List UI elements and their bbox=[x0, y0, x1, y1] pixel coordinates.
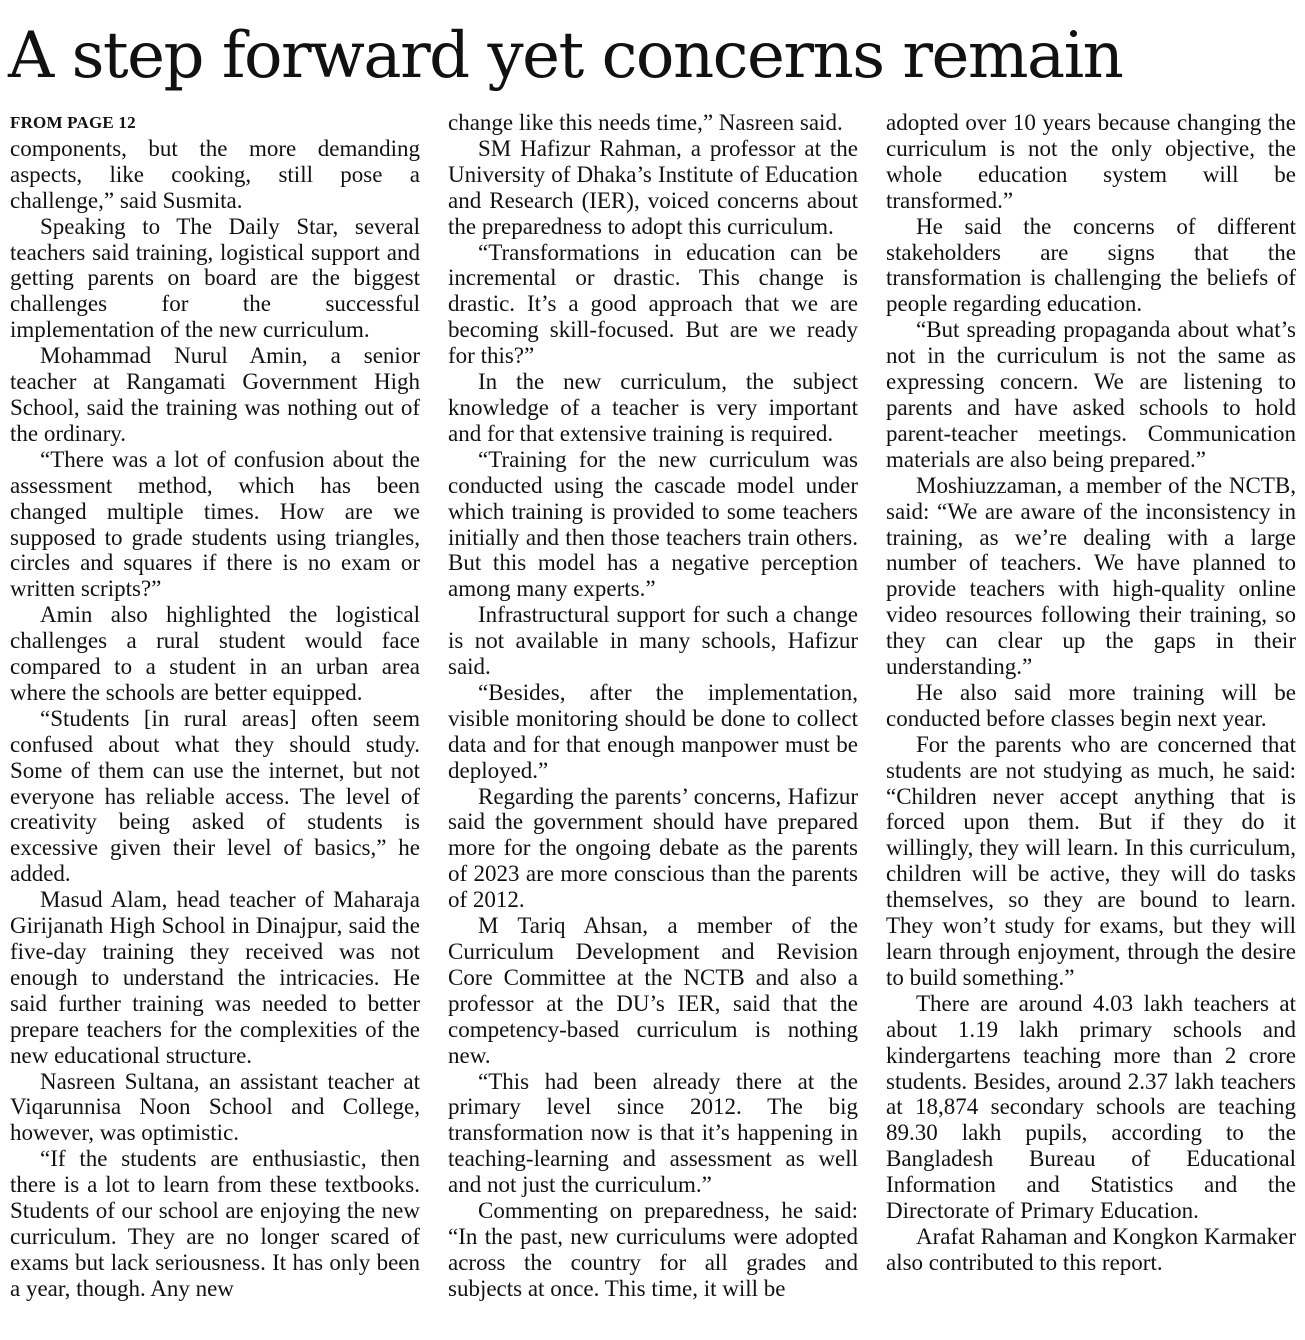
dateline: FROM PAGE 12 bbox=[10, 113, 136, 132]
paragraph: M Tariq Ahsan, a member of the Curriculum Development and Revision Core Committee at the NCTB and also a professor at the DU’s IER, said that the competency-based curriculum is nothing new. bbox=[448, 913, 858, 1068]
paragraph: components, but the more demanding aspects, like cooking, still pose a challenge,” said Susmita. bbox=[10, 135, 420, 213]
paragraph: change like this needs time,” Nasreen said. bbox=[448, 110, 843, 135]
paragraph: “Training for the new curriculum was conducted using the cascade model under which training is provided to some teachers initially and then those teachers train others. But this model has a negative perception among many experts.” bbox=[448, 446, 858, 602]
paragraph: In the new curriculum, the subject knowledge of a teacher is very important and for that extensive training is required. bbox=[448, 369, 858, 446]
article-column-3 bbox=[886, 110, 1296, 1338]
paragraph: Regarding the parents’ concerns, Hafizur said the government should have prepared more for the ongoing debate as the parents of 2023 are more conscious than the parents of 2012. bbox=[448, 783, 858, 913]
paragraph: Amin also highlighted the logistical challenges a rural student would face compared to a student in an urban area where the schools are better equipped. bbox=[10, 602, 420, 705]
paragraph: Moshiuzzaman, a member of the NCTB, said: “We are aware of the inconsistency in training, as we’re dealing with a large number of teachers. We have planned to provide teachers with high-quality online video resources following their training, so they can clear up the gaps in their understanding.” bbox=[886, 472, 1296, 680]
paragraph: “There was a lot of confusion about the assessment method, which has been changed multiple times. How are we supposed to grade students using triangles, circles and squares if there is no exam or written scripts?” bbox=[10, 446, 420, 602]
headline: A step forward yet concerns remain bbox=[8, 19, 1123, 93]
paragraph: Arafat Rahaman and Kongkon Karmaker also contributed to this report. bbox=[886, 1223, 1296, 1275]
paragraph: There are around 4.03 lakh teachers at about 1.19 lakh primary schools and kindergartens teaching more than 2 crore students. Besides, around 2.37 lakh teachers at 18,874 secondary schools are teaching 89.30 lakh pupils, according to the Bangladesh Bureau of Educational Information and Statistics and the Directorate of Primary Education. bbox=[886, 990, 1296, 1224]
paragraph: SM Hafizur Rahman, a professor at the University of Dhaka’s Institute of Education and Research (IER), voiced concerns about the preparedness to adopt this curriculum. bbox=[448, 135, 858, 239]
paragraph: Mohammad Nurul Amin, a senior teacher at Rangamati Government High School, said the training was nothing out of the ordinary. bbox=[10, 343, 420, 446]
paragraph: Masud Alam, head teacher of Maharaja Girijanath High School in Dinajpur, said the five-day training they received was not enough to understand the intricacies. He said further training was needed to better prepare teachers for the complexities of the new educational structure. bbox=[10, 887, 420, 1068]
paragraph: “If the students are enthusiastic, then there is a lot to learn from these textbooks. Students of our school are enjoying the new curriculum. They are no longer scared of exams but lack seriousness. It has only been a year, though. Any new bbox=[10, 1146, 420, 1301]
paragraph: Commenting on preparedness, he said: “In the past, new curriculums were adopted across the country for all grades and subjects at once. This time, it will be bbox=[448, 1198, 858, 1301]
paragraph: Speaking to The Daily Star, several teachers said training, logistical support and getting parents on board are the biggest challenges for the successful implementation of the new curriculum. bbox=[10, 213, 420, 343]
paragraph: He said the concerns of different stakeholders are signs that the transformation is challenging the beliefs of people regarding education. bbox=[886, 213, 1296, 317]
paragraph: “But spreading propaganda about what’s not in the curriculum is not the same as expressing concern. We are listening to parents and have asked schools to hold parent-teacher meetings. Communication materials are also being prepared.” bbox=[886, 317, 1296, 472]
paragraph: For the parents who are concerned that students are not studying as much, he said: “Children never accept anything that is forced upon them. But if they do it willingly, they will learn. In this curriculum, children will be active, they will do tasks themselves, so they are bound to learn. They won’t study for exams, but they will learn through enjoyment, through the desire to build something.” bbox=[886, 731, 1296, 990]
article-column-1 bbox=[10, 110, 420, 1338]
paragraph: Infrastructural support for such a change is not available in many schools, Hafizur said. bbox=[448, 602, 858, 680]
paragraph: adopted over 10 years because changing the curriculum is not the only objective, the whole education system will be transformed.” bbox=[886, 110, 1296, 213]
article-column-2 bbox=[448, 110, 858, 1338]
paragraph: “Transformations in education can be incremental or drastic. This change is drastic. It’s a good approach that we are becoming skill-focused. But are we ready for this?” bbox=[448, 239, 858, 369]
paragraph: Nasreen Sultana, an assistant teacher at Viqarunnisa Noon School and College, however, was optimistic. bbox=[10, 1068, 420, 1146]
paragraph: “Students [in rural areas] often seem confused about what they should study. Some of them can use the internet, but not everyone has reliable access. The level of creativity being asked of students is excessive given their level of basics,” he added. bbox=[10, 705, 420, 887]
paragraph: “Besides, after the implementation, visible monitoring should be done to collect data and for that enough manpower must be deployed.” bbox=[448, 679, 858, 783]
paragraph: He also said more training will be conducted before classes begin next year. bbox=[886, 679, 1296, 731]
paragraph: “This had been already there at the primary level since 2012. The big transformation now is that it’s happening in teaching-learning and assessment as well and not just the curriculum.” bbox=[448, 1068, 858, 1198]
